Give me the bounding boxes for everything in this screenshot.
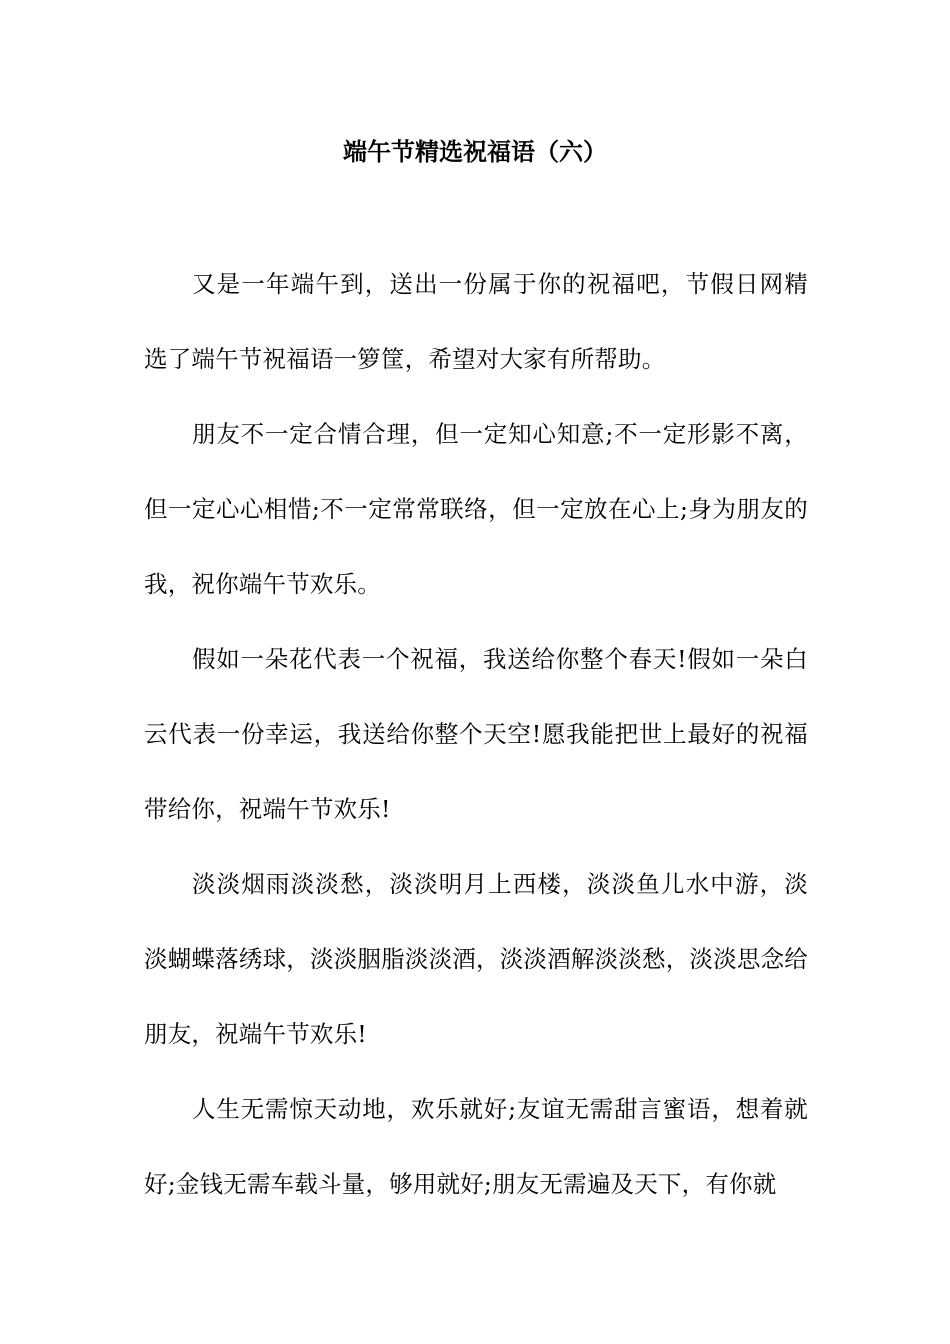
paragraph-4: 淡淡烟雨淡淡愁，淡淡明月上西楼，淡淡鱼儿水中游，淡淡蝴蝶落绣球，淡淡胭脂淡淡酒，淡淡酒解淡淡愁，淡淡思念给朋友，祝端午节欢乐! (144, 870, 808, 1048)
document-body (144, 247, 808, 1222)
paragraph-1: 又是一年端午到，送出一份属于你的祝福吧，节假日网精选了端午节祝福语一箩筐，希望对大家有所帮助。 (144, 270, 808, 373)
paragraph-5: 人生无需惊天动地，欢乐就好;友谊无需甜言蜜语，想着就好;金钱无需车载斗量，够用就好;朋友无需遍及天下，有你就 (144, 1095, 808, 1198)
paragraph-3: 假如一朵花代表一个祝福，我送给你整个春天!假如一朵白云代表一份幸运，我送给你整个天空!愿我能把世上最好的祝福带给你，祝端午节欢乐! (144, 645, 808, 823)
page-title: 端午节精选祝福语（六） (343, 137, 607, 166)
paragraph-2: 朋友不一定合情合理，但一定知心知意;不一定形影不离，但一定心心相惜;不一定常常联络，但一定放在心上;身为朋友的我，祝你端午节欢乐。 (144, 420, 808, 598)
